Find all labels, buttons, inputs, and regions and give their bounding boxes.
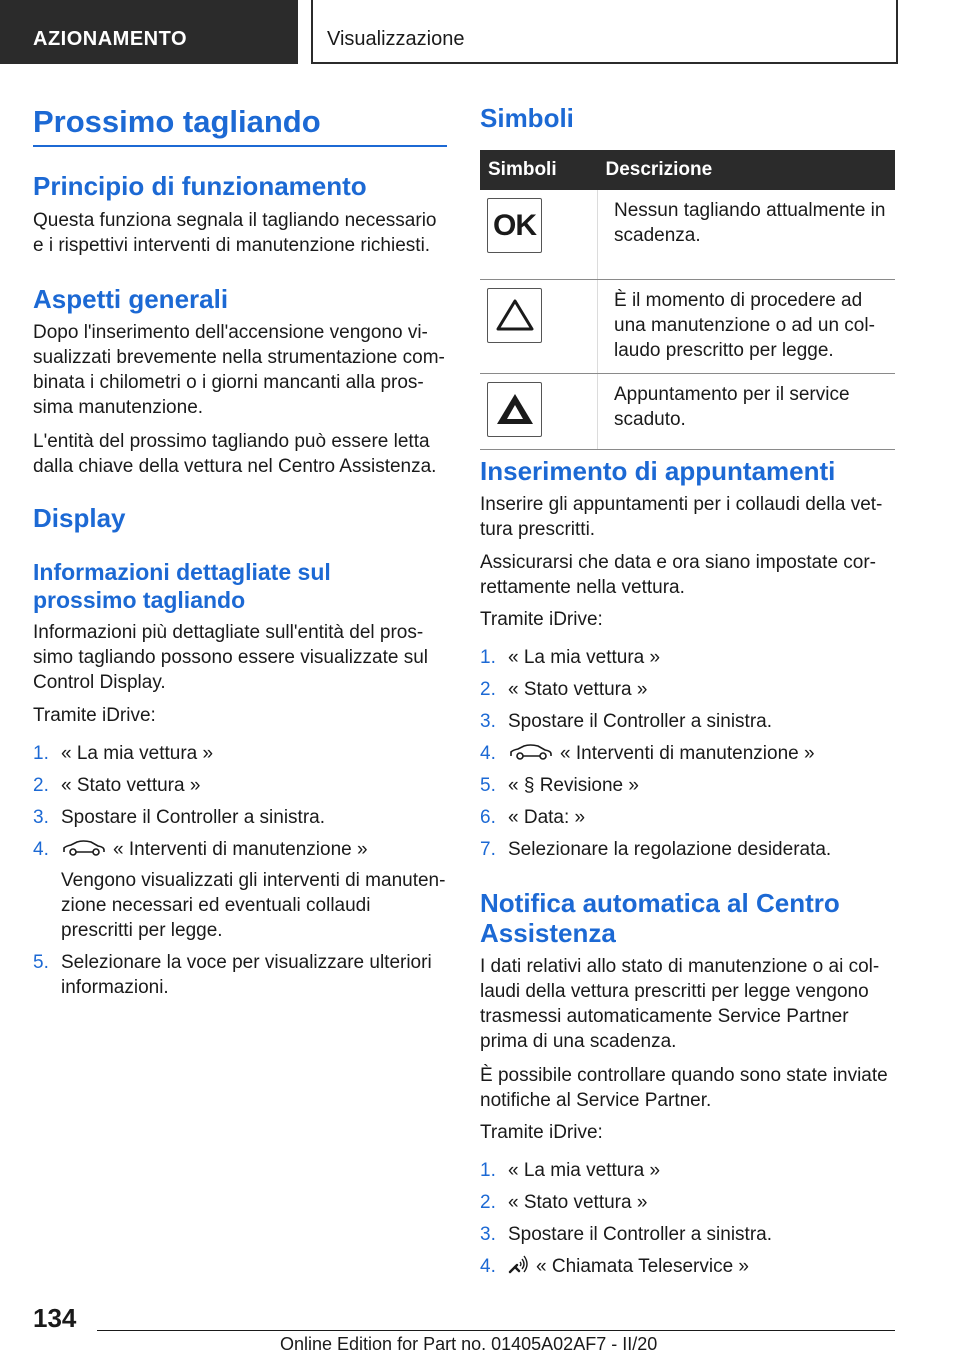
notification-heading: Notifica automatica al Centro Assistenza bbox=[480, 888, 840, 948]
notification-text-1: I dati relativi allo stato di manutenzione o ai col- laudi della vettura prescritti per legge vengono trasmessi automaticamente Service Partner prima di una scadenza. bbox=[480, 956, 880, 1052]
step-text: Selezionare la voce per visualizzare ulteriori informazioni. bbox=[61, 952, 432, 998]
general-text-1: Dopo l'inserimento dell'accensione vengono vi- sualizzati brevemente nella strumentazione com- binata i chilometri o i giorni mancanti alla pros- sima manutenzione. bbox=[33, 322, 445, 418]
warning-triangle-outline-icon bbox=[487, 288, 542, 343]
step-number: 7. bbox=[480, 839, 496, 860]
section-tab bbox=[0, 0, 298, 64]
step-number: 1. bbox=[480, 1160, 496, 1181]
step-text: « Interventi di manutenzione » bbox=[560, 743, 815, 764]
description-cell: Nessun tagliando attualmente in scadenza. bbox=[598, 190, 896, 279]
general-heading: Aspetti generali bbox=[33, 284, 229, 314]
table-row bbox=[480, 373, 895, 449]
table-row bbox=[480, 279, 895, 373]
step-text: Spostare il Controller a sinistra. bbox=[508, 711, 772, 732]
symbol-cell bbox=[480, 279, 598, 373]
principle-heading: Principio di funzionamento bbox=[33, 171, 367, 201]
step-text: « La mia vettura » bbox=[61, 743, 214, 764]
display-text: Informazioni più dettagliate sull'entità del pros- simo tagliando possono essere visualizzate sul Control Display. bbox=[33, 622, 428, 693]
step-number: 1. bbox=[33, 743, 49, 764]
list-item bbox=[480, 677, 895, 702]
page-title: Prossimo tagliando bbox=[33, 104, 321, 139]
step-number: 2. bbox=[33, 775, 49, 796]
appointments-via: Tramite iDrive: bbox=[480, 609, 603, 630]
step-text: « Stato vettura » bbox=[61, 775, 201, 796]
list-item bbox=[33, 950, 447, 1000]
step-text: Selezionare la regolazione desiderata. bbox=[508, 839, 832, 860]
car-icon bbox=[508, 743, 554, 761]
display-via: Tramite iDrive: bbox=[33, 705, 156, 726]
section-label: AZIONAMENTO bbox=[33, 28, 188, 50]
symbol-cell bbox=[480, 373, 598, 449]
list-item bbox=[33, 805, 447, 830]
page-number: 134 bbox=[33, 1303, 77, 1333]
list-item bbox=[480, 1190, 895, 1215]
symbols-heading: Simboli bbox=[480, 103, 574, 133]
step-text: « Stato vettura » bbox=[508, 1192, 648, 1213]
edition-note: Online Edition for Part no. 01405A02AF7 - II/20 bbox=[280, 1334, 658, 1354]
car-icon bbox=[61, 839, 107, 857]
step-number: 5. bbox=[33, 952, 49, 973]
list-item bbox=[480, 1158, 895, 1183]
appointments-steps bbox=[480, 645, 895, 869]
step-text: « La mia vettura » bbox=[508, 1160, 661, 1181]
step-number: 3. bbox=[480, 1224, 496, 1245]
step-text: « Chiamata Teleservice » bbox=[536, 1256, 749, 1277]
chapter-tab bbox=[311, 0, 898, 64]
notification-steps bbox=[480, 1158, 895, 1286]
step-number: 6. bbox=[480, 807, 496, 828]
step-text: Spostare il Controller a sinistra. bbox=[508, 1224, 772, 1245]
step-subtext: Vengono visualizzati gli interventi di manuten- zione necessari ed eventuali collaudi prescritti per legge. bbox=[61, 870, 446, 941]
principle-text: Questa funziona segnala il tagliando necessario e i rispettivi interventi di manutenzione richiesti. bbox=[33, 210, 437, 256]
step-text: « Data: » bbox=[508, 807, 586, 828]
step-number: 4. bbox=[480, 1256, 496, 1277]
teleservice-icon bbox=[508, 1255, 530, 1275]
list-item bbox=[33, 773, 447, 798]
ok-icon: OK bbox=[487, 198, 542, 253]
step-number: 1. bbox=[480, 647, 496, 668]
list-item bbox=[480, 645, 895, 670]
step-text: Spostare il Controller a sinistra. bbox=[61, 807, 325, 828]
general-text-2: L'entità del prossimo tagliando può essere letta dalla chiave della vettura nel Centro Assistenza. bbox=[33, 431, 437, 477]
list-item bbox=[480, 1222, 895, 1247]
appointments-text-2: Assicurarsi che data e ora siano impostate cor- rettamente nella vettura. bbox=[480, 552, 877, 598]
column-header-description: Descrizione bbox=[598, 150, 896, 190]
list-item bbox=[33, 837, 447, 943]
appointments-text-1: Inserire gli appuntamenti per i collaudi della vet- tura prescritti. bbox=[480, 494, 883, 540]
step-number: 5. bbox=[480, 775, 496, 796]
appointments-heading: Inserimento di appuntamenti bbox=[480, 456, 836, 486]
list-item bbox=[33, 741, 447, 766]
step-text: « La mia vettura » bbox=[508, 647, 661, 668]
list-item bbox=[480, 805, 895, 830]
step-number: 2. bbox=[480, 1192, 496, 1213]
page-header bbox=[0, 0, 960, 66]
notification-text-2: È possibile controllare quando sono state inviate notifiche al Service Partner. bbox=[480, 1065, 888, 1111]
list-item bbox=[480, 773, 895, 798]
display-steps bbox=[33, 741, 447, 1007]
chapter-label: Visualizzazione bbox=[327, 28, 465, 50]
display-heading: Display bbox=[33, 503, 126, 533]
table-row bbox=[480, 190, 895, 279]
description-cell: È il momento di procedere ad una manutenzione o ad un col- laudo prescritto per legge. bbox=[598, 279, 896, 373]
notification-via: Tramite iDrive: bbox=[480, 1122, 603, 1143]
step-text: « § Revisione » bbox=[508, 775, 639, 796]
symbols-table bbox=[480, 150, 895, 450]
description-cell: Appuntamento per il service scaduto. bbox=[598, 373, 896, 449]
table-header-row bbox=[480, 150, 895, 190]
column-header-symbols: Simboli bbox=[480, 150, 598, 190]
list-item bbox=[480, 709, 895, 734]
display-subheading: Informazioni dettagliate sul prossimo tagliando bbox=[33, 559, 331, 613]
step-number: 4. bbox=[480, 743, 496, 764]
step-number: 3. bbox=[33, 807, 49, 828]
step-number: 3. bbox=[480, 711, 496, 732]
step-text: « Stato vettura » bbox=[508, 679, 648, 700]
step-text: « Interventi di manutenzione » bbox=[113, 839, 368, 860]
list-item bbox=[480, 741, 895, 766]
symbol-cell bbox=[480, 190, 598, 279]
warning-triangle-filled-icon bbox=[487, 382, 542, 437]
footer-rule bbox=[97, 1330, 895, 1331]
list-item bbox=[480, 837, 895, 862]
title-rule bbox=[33, 145, 447, 147]
step-number: 4. bbox=[33, 839, 49, 860]
step-number: 2. bbox=[480, 679, 496, 700]
list-item bbox=[480, 1254, 895, 1279]
